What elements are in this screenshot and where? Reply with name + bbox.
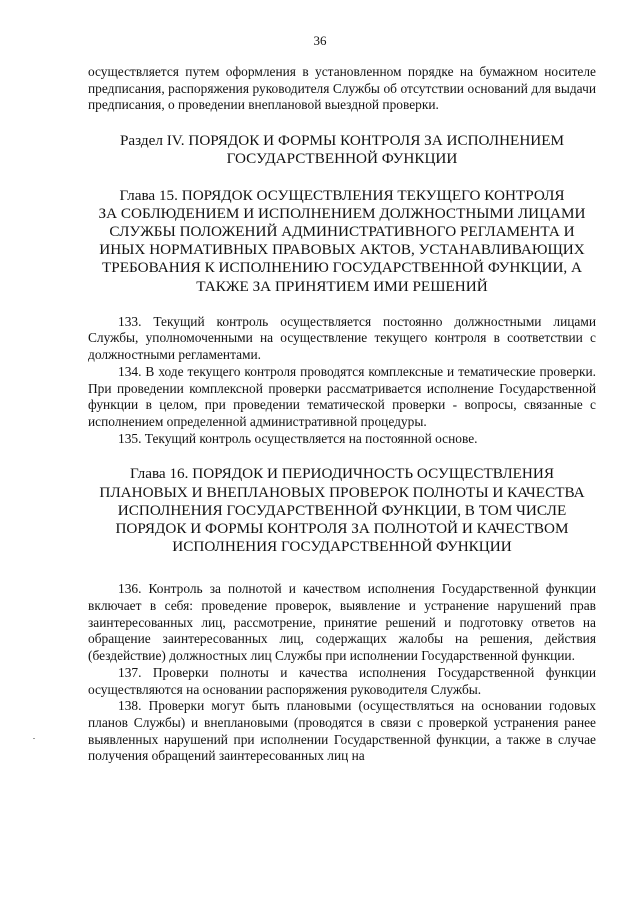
paragraph-137: 137. Проверки полноты и качества исполнения Государственной функции осуществляются на основании распоряжения руководителя Службы. [88, 664, 596, 697]
spacer [88, 447, 596, 465]
heading-line: Глава 15. ПОРЯДОК ОСУЩЕСТВЛЕНИЯ ТЕКУЩЕГО КОНТРОЛЯ [119, 186, 565, 204]
heading-line: ЗА СОБЛЮДЕНИЕМ И ИСПОЛНЕНИЕМ ДОЛЖНОСТНЫМИ ЛИЦАМИ [98, 204, 586, 222]
heading-line: ТРЕБОВАНИЯ К ИСПОЛНЕНИЮ ГОСУДАРСТВЕННОЙ ФУНКЦИИ, А [102, 259, 582, 277]
spacer [88, 556, 596, 574]
heading-line: ТАКЖЕ ЗА ПРИНЯТИЕМ ИМИ РЕШЕНИЙ [196, 277, 488, 295]
paragraph-134: 134. В ходе текущего контроля проводятся комплексные и тематические проверки. При проведении комплексной проверки рассматривается исполнение Государственной функции в целом, при проведении тематической проверки - вопросы, связанные с исполнением определенной административной процедуры. [88, 363, 596, 429]
paragraph-136: 136. Контроль за полнотой и качеством исполнения Государственной функции включает в себя: проведение проверок, выявление и устранение нарушений прав заинтересованных лиц, рассмотрение, принятие решений и подготовку ответов на обращение заинтересованных лиц, содержащих жалобы на решения, действия (бездействие) должностных лиц Службы при исполнении Государственной функции. [88, 581, 596, 664]
heading-line: ИСПОЛНЕНИЯ ГОСУДАРСТВЕННОЙ ФУНКЦИИ [172, 538, 512, 556]
paragraph-135: 135. Текущий контроль осуществляется на постоянной основе. [118, 430, 478, 446]
spacer [88, 574, 596, 581]
heading-line: ГОСУДАРСТВЕННОЙ ФУНКЦИИ [226, 150, 458, 168]
heading-line: Раздел IV. ПОРЯДОК И ФОРМЫ КОНТРОЛЯ ЗА ИСПОЛНЕНИЕМ [119, 132, 565, 150]
spacer [88, 296, 596, 314]
scan-mark [33, 738, 35, 739]
chapter-16-heading [88, 465, 596, 556]
chapter-15-heading [88, 187, 596, 296]
heading-line: ИСПОЛНЕНИЯ ГОСУДАРСТВЕННОЙ ФУНКЦИИ, В ТОМ ЧИСЛЕ [117, 501, 567, 519]
heading-line: ИНЫХ НОРМАТИВНЫХ ПРАВОВЫХ АКТОВ, УСТАНАВЛИВАЮЩИХ [99, 241, 585, 259]
paragraph-133: 133. Текущий контроль осуществляется постоянно должностными лицами Службы, уполномоченными на осуществление текущего контроля в соответствии с должностными регламентами. [88, 313, 596, 363]
spacer [88, 114, 596, 132]
heading-line: ПЛАНОВЫХ И ВНЕПЛАНОВЫХ ПРОВЕРОК ПОЛНОТЫ И КАЧЕСТВА [99, 483, 585, 501]
page-number: 36 [313, 33, 327, 48]
spacer [88, 169, 596, 187]
page-content [88, 64, 596, 765]
intro-paragraph: осуществляется путем оформления в установленном порядке на бумажном носителе предписания, распоряжения руководителя Службы об отсутствии оснований для выдачи предписания, о проведении внеплановой выездной проверки. [88, 64, 596, 113]
heading-line: СЛУЖБЫ ПОЛОЖЕНИЙ АДМИНИСТРАТИВНОГО РЕГЛАМЕНТА И [109, 222, 575, 240]
section-heading [88, 132, 596, 168]
heading-line: Глава 16. ПОРЯДОК И ПЕРИОДИЧНОСТЬ ОСУЩЕСТВЛЕНИЯ [130, 465, 554, 483]
heading-line: ПОРЯДОК И ФОРМЫ КОНТРОЛЯ ЗА ПОЛНОТОЙ И КАЧЕСТВОМ [115, 519, 569, 537]
paragraph-138: 138. Проверки могут быть плановыми (осуществляться на основании годовых планов Службы) и внеплановыми (проводятся в связи с проверкой устранения ранее выявленных нарушений при исполнении Государственной функции, а также в случае получения обращений заинтересованных лиц на [88, 698, 596, 764]
